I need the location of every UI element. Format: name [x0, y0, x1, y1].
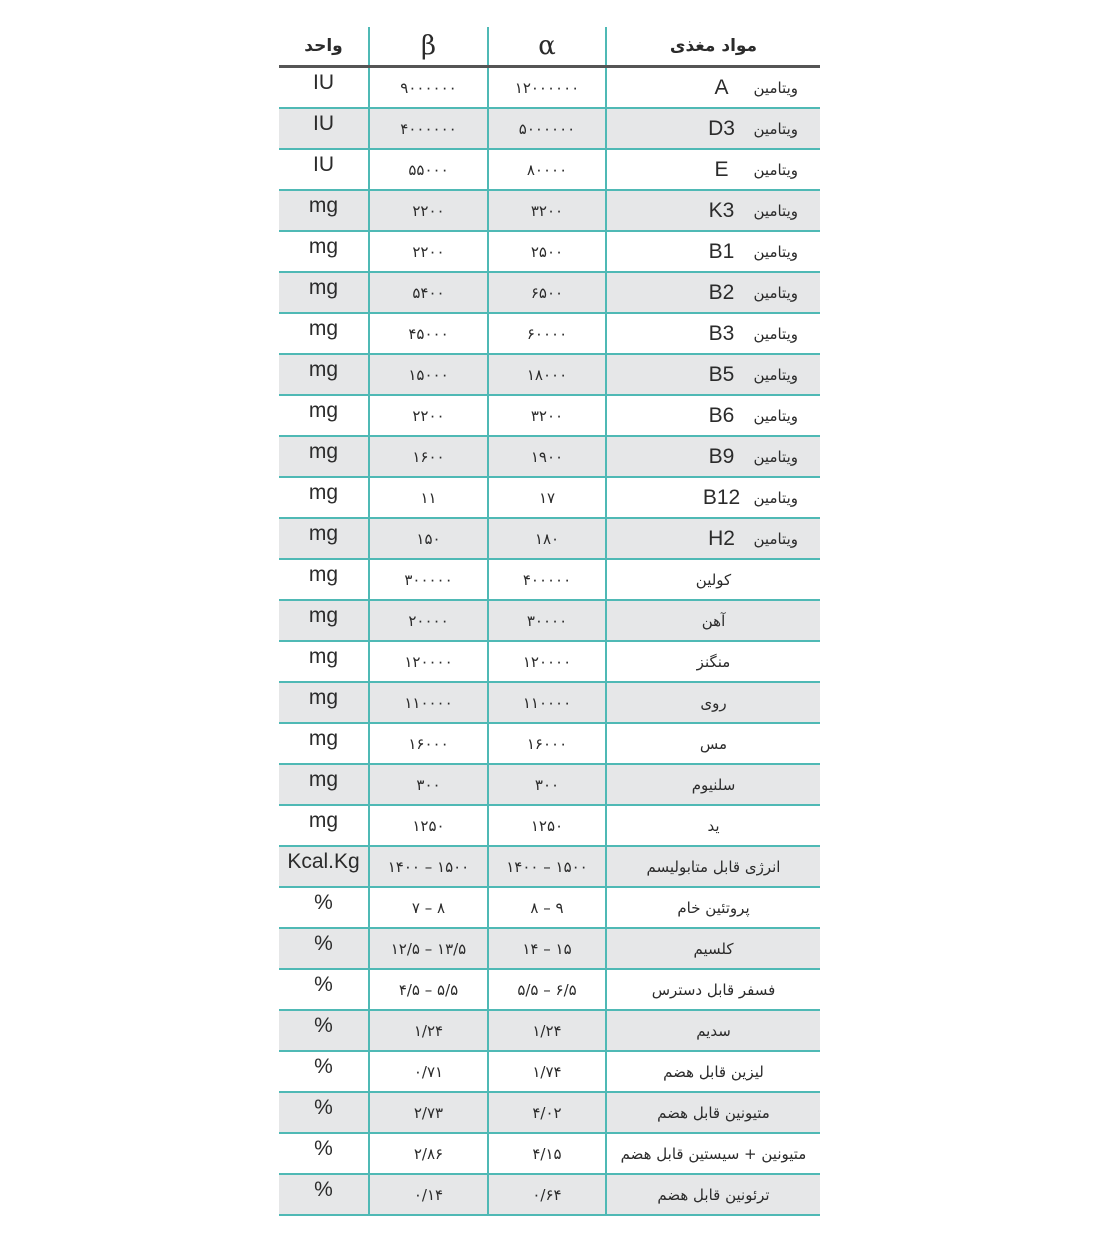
beta-value: ۵۴۰۰ — [369, 272, 488, 313]
nutrient-name: مس — [606, 723, 820, 764]
beta-value: ۱۵۰ — [369, 518, 488, 559]
table-row — [279, 1051, 820, 1092]
table-row — [279, 313, 820, 354]
nutrient-name: انرژی قابل متابولیسم — [606, 846, 820, 887]
nutrient-name: پروتئین خام — [606, 887, 820, 928]
beta-value: ۲۲۰۰ — [369, 190, 488, 231]
beta-value: ۰/۷۱ — [369, 1051, 488, 1092]
nutrient-name — [606, 67, 820, 109]
beta-value: ۱۲/۵ – ۱۳/۵ — [369, 928, 488, 969]
unit-cell: % — [279, 887, 369, 928]
alpha-value: ۴/۱۵ — [488, 1133, 606, 1174]
vitamin-word: ویتامین — [753, 406, 798, 425]
table-row — [279, 67, 820, 109]
beta-value: ۲۲۰۰ — [369, 395, 488, 436]
beta-value: ۴۵۰۰۰ — [369, 313, 488, 354]
unit-cell: mg — [279, 313, 369, 354]
nutrient-name — [606, 436, 820, 477]
table-row — [279, 395, 820, 436]
vitamin-code: B9 — [708, 444, 735, 468]
vitamin-code: E — [714, 157, 729, 181]
nutrient-name — [606, 354, 820, 395]
unit-cell: mg — [279, 805, 369, 846]
vitamin-code: B12 — [702, 485, 741, 509]
table-row — [279, 149, 820, 190]
beta-value: ۱۲۰۰۰۰ — [369, 641, 488, 682]
header-unit: واحد — [279, 27, 369, 67]
unit-cell: mg — [279, 764, 369, 805]
beta-value: ۲۲۰۰ — [369, 231, 488, 272]
alpha-value: ۵۰۰۰۰۰۰ — [488, 108, 606, 149]
beta-value: ۲/۸۶ — [369, 1133, 488, 1174]
unit-cell: mg — [279, 559, 369, 600]
alpha-value: ۱۶۰۰۰ — [488, 723, 606, 764]
nutrient-name: متیونین + سیستین قابل هضم — [606, 1133, 820, 1174]
unit-cell: mg — [279, 518, 369, 559]
vitamin-word: ویتامین — [753, 242, 798, 261]
unit-cell: IU — [279, 67, 369, 109]
beta-value: ۱۵۰۰۰ — [369, 354, 488, 395]
vitamin-word: ویتامین — [753, 78, 798, 97]
vitamin-code: H2 — [708, 526, 735, 550]
alpha-value: ۶۰۰۰۰ — [488, 313, 606, 354]
alpha-value: ۱۲۰۰۰۰۰۰ — [488, 67, 606, 109]
nutrient-name: منگنز — [606, 641, 820, 682]
table-row — [279, 805, 820, 846]
beta-value: ۱۱۰۰۰۰ — [369, 682, 488, 723]
unit-cell: % — [279, 1010, 369, 1051]
beta-value: ۱/۲۴ — [369, 1010, 488, 1051]
alpha-value: ۰/۶۴ — [488, 1174, 606, 1215]
unit-cell: mg — [279, 682, 369, 723]
nutrient-name: سدیم — [606, 1010, 820, 1051]
beta-value: ۰/۱۴ — [369, 1174, 488, 1215]
alpha-value: ۶۵۰۰ — [488, 272, 606, 313]
unit-cell: IU — [279, 108, 369, 149]
alpha-value: ۱۸۰ — [488, 518, 606, 559]
unit-cell: mg — [279, 641, 369, 682]
vitamin-word: ویتامین — [753, 365, 798, 384]
alpha-value: ۳۲۰۰ — [488, 395, 606, 436]
nutrient-name — [606, 231, 820, 272]
alpha-value: ۱۷ — [488, 477, 606, 518]
nutrient-name: سلنیوم — [606, 764, 820, 805]
nutrient-name: آهن — [606, 600, 820, 641]
alpha-value: ۱۸۰۰۰ — [488, 354, 606, 395]
table-row — [279, 354, 820, 395]
alpha-value: ۴۰۰۰۰۰ — [488, 559, 606, 600]
vitamin-word: ویتامین — [753, 201, 798, 220]
table-row — [279, 1092, 820, 1133]
table-row — [279, 436, 820, 477]
unit-cell: % — [279, 1133, 369, 1174]
header-nutrient: مواد مغذی — [606, 27, 820, 67]
beta-value: ۴۰۰۰۰۰۰ — [369, 108, 488, 149]
table-row — [279, 190, 820, 231]
nutrient-name — [606, 190, 820, 231]
alpha-value: ۱۲۵۰ — [488, 805, 606, 846]
table-row — [279, 1174, 820, 1215]
table-row — [279, 969, 820, 1010]
nutrient-name — [606, 313, 820, 354]
nutrient-name: ترئونین قابل هضم — [606, 1174, 820, 1215]
alpha-value: ۸۰۰۰۰ — [488, 149, 606, 190]
table-row — [279, 600, 820, 641]
vitamin-code: B5 — [708, 362, 735, 386]
unit-cell: mg — [279, 600, 369, 641]
nutrient-name — [606, 477, 820, 518]
vitamin-code: D3 — [708, 116, 735, 140]
unit-cell: % — [279, 928, 369, 969]
nutrient-name — [606, 149, 820, 190]
table-row — [279, 682, 820, 723]
nutrient-name: روی — [606, 682, 820, 723]
alpha-value: ۱۹۰۰ — [488, 436, 606, 477]
beta-value: ۴/۵ – ۵/۵ — [369, 969, 488, 1010]
unit-cell: Kcal.Kg — [279, 846, 369, 887]
table-body — [279, 67, 820, 1216]
header-beta: β — [369, 27, 488, 67]
alpha-value: ۱/۲۴ — [488, 1010, 606, 1051]
nutrient-table — [279, 27, 820, 1216]
alpha-value: ۱۲۰۰۰۰ — [488, 641, 606, 682]
nutrient-name: متیونین قابل هضم — [606, 1092, 820, 1133]
header-alpha: α — [488, 27, 606, 67]
nutrient-name: ید — [606, 805, 820, 846]
vitamin-word: ویتامین — [753, 119, 798, 138]
table-row — [279, 1133, 820, 1174]
nutrient-name: فسفر قابل دسترس — [606, 969, 820, 1010]
alpha-value: ۲۵۰۰ — [488, 231, 606, 272]
beta-value: ۷ – ۸ — [369, 887, 488, 928]
vitamin-code: B2 — [708, 280, 735, 304]
table-row — [279, 723, 820, 764]
vitamin-word: ویتامین — [753, 529, 798, 548]
header-row — [279, 27, 820, 67]
unit-cell: mg — [279, 272, 369, 313]
table-row — [279, 1010, 820, 1051]
vitamin-word: ویتامین — [753, 283, 798, 302]
table-row — [279, 272, 820, 313]
table-row — [279, 887, 820, 928]
vitamin-word: ویتامین — [753, 488, 798, 507]
unit-cell: mg — [279, 190, 369, 231]
beta-value: ۳۰۰ — [369, 764, 488, 805]
table-row — [279, 231, 820, 272]
alpha-value: ۴/۰۲ — [488, 1092, 606, 1133]
table-row — [279, 477, 820, 518]
nutrient-name: کولین — [606, 559, 820, 600]
unit-cell: % — [279, 1092, 369, 1133]
nutrient-name — [606, 272, 820, 313]
table-header — [279, 27, 820, 67]
alpha-value: ۳۰۰ — [488, 764, 606, 805]
unit-cell: mg — [279, 231, 369, 272]
alpha-value: ۱۴ – ۱۵ — [488, 928, 606, 969]
vitamin-code: B1 — [708, 239, 735, 263]
table-row — [279, 518, 820, 559]
beta-value: ۱۱ — [369, 477, 488, 518]
nutrient-name: کلسیم — [606, 928, 820, 969]
nutrient-name — [606, 518, 820, 559]
unit-cell: mg — [279, 436, 369, 477]
unit-cell: mg — [279, 354, 369, 395]
beta-value: ۲/۷۳ — [369, 1092, 488, 1133]
alpha-value: ۳۰۰۰۰ — [488, 600, 606, 641]
beta-value: ۱۴۰۰ – ۱۵۰۰ — [369, 846, 488, 887]
table-row — [279, 641, 820, 682]
nutrient-name — [606, 108, 820, 149]
nutrient-table-container — [279, 27, 820, 1216]
table-row — [279, 108, 820, 149]
beta-value: ۱۲۵۰ — [369, 805, 488, 846]
table-row — [279, 764, 820, 805]
unit-cell: % — [279, 1051, 369, 1092]
alpha-value: ۳۲۰۰ — [488, 190, 606, 231]
vitamin-code: B6 — [708, 403, 735, 427]
unit-cell: mg — [279, 395, 369, 436]
unit-cell: mg — [279, 477, 369, 518]
nutrient-name: لیزین قابل هضم — [606, 1051, 820, 1092]
unit-cell: mg — [279, 723, 369, 764]
table-row — [279, 559, 820, 600]
vitamin-code: K3 — [708, 198, 735, 222]
unit-cell: % — [279, 969, 369, 1010]
table-row — [279, 846, 820, 887]
beta-value: ۳۰۰۰۰۰ — [369, 559, 488, 600]
alpha-value: ۱۱۰۰۰۰ — [488, 682, 606, 723]
alpha-value: ۸ – ۹ — [488, 887, 606, 928]
unit-cell: % — [279, 1174, 369, 1215]
table-row — [279, 928, 820, 969]
alpha-value: ۱/۷۴ — [488, 1051, 606, 1092]
alpha-value: ۵/۵ – ۶/۵ — [488, 969, 606, 1010]
vitamin-word: ویتامین — [753, 160, 798, 179]
vitamin-code: A — [714, 75, 729, 99]
alpha-value: ۱۴۰۰ – ۱۵۰۰ — [488, 846, 606, 887]
vitamin-word: ویتامین — [753, 447, 798, 466]
vitamin-word: ویتامین — [753, 324, 798, 343]
beta-value: ۵۵۰۰۰ — [369, 149, 488, 190]
unit-cell: IU — [279, 149, 369, 190]
nutrient-name — [606, 395, 820, 436]
beta-value: ۲۰۰۰۰ — [369, 600, 488, 641]
beta-value: ۱۶۰۰۰ — [369, 723, 488, 764]
beta-value: ۹۰۰۰۰۰۰ — [369, 67, 488, 109]
beta-value: ۱۶۰۰ — [369, 436, 488, 477]
vitamin-code: B3 — [708, 321, 735, 345]
